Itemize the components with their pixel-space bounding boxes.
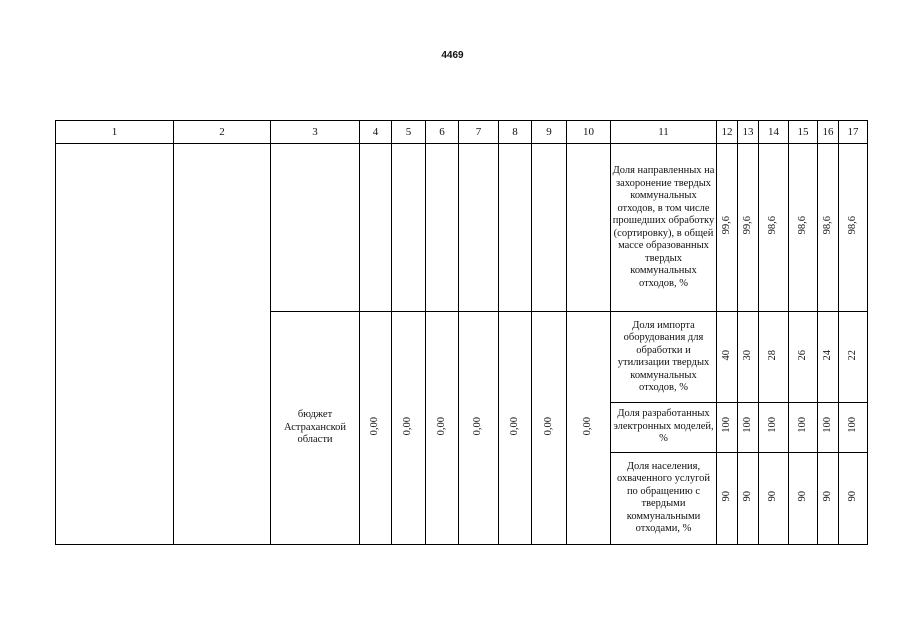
value-cell: [759, 452, 789, 544]
budget-cell: [360, 312, 392, 545]
budget-cell: [426, 312, 459, 545]
value-label: 90: [767, 490, 779, 502]
budget-cell: [532, 312, 567, 545]
value-cell: [717, 402, 738, 452]
budget-value: 0,00: [582, 416, 594, 436]
column-header: 13: [738, 121, 759, 144]
value-label: 26: [796, 349, 808, 361]
column-header: 2: [174, 121, 271, 144]
indicator-text: Доля населения, охваченного услугой по обращению с твердыми коммунальными отходами, %: [611, 452, 717, 544]
cell-col-2: [174, 144, 271, 545]
cell-empty: [532, 144, 567, 312]
value-cell: [789, 452, 818, 544]
value-cell: [738, 452, 759, 544]
budget-cell: [499, 312, 532, 545]
value-label: 100: [846, 417, 858, 433]
cell-empty: [499, 144, 532, 312]
column-header: 3: [271, 121, 360, 144]
column-header: 7: [459, 121, 499, 144]
cell-empty: [360, 144, 392, 312]
budget-value: 0,00: [508, 416, 520, 436]
indicator-text: Доля импорта оборудования для обработки и утилизации твердых коммунальных отходов, %: [611, 312, 717, 402]
value-cell: [839, 144, 868, 312]
column-header: 9: [532, 121, 567, 144]
value-label: 100: [720, 417, 732, 433]
column-header: 17: [839, 121, 868, 144]
budget-value: 0,00: [472, 416, 484, 436]
cell-empty: [392, 144, 426, 312]
column-header: 10: [567, 121, 611, 144]
value-label: 99,6: [720, 216, 732, 235]
column-header: 1: [56, 121, 174, 144]
value-cell: [818, 312, 839, 402]
column-header-row: [56, 121, 868, 144]
budget-value: 0,00: [542, 416, 554, 436]
budget-source: бюджет Астраханской области: [271, 312, 360, 545]
value-cell: [789, 312, 818, 402]
value-label: 100: [767, 417, 779, 433]
value-label: 90: [796, 490, 808, 502]
value-cell: [789, 144, 818, 312]
page-number: 4469: [441, 50, 464, 61]
table-row: [56, 144, 868, 312]
cell-col-1: [56, 144, 174, 545]
value-cell: [839, 402, 868, 452]
budget-cell: [459, 312, 499, 545]
value-cell: [717, 452, 738, 544]
value-label: 90: [741, 490, 753, 502]
value-cell: [789, 402, 818, 452]
value-cell: [738, 312, 759, 402]
column-header: 6: [426, 121, 459, 144]
indicator-text: Доля направленных на захоронение твердых коммунальных отходов, в том числе прошедших обработку (сортировку), в общей массе образованных твердых коммунальных отходов, %: [611, 144, 717, 312]
program-table: [55, 120, 868, 545]
column-header: 14: [759, 121, 789, 144]
value-label: 99,6: [741, 216, 753, 235]
budget-cell: [392, 312, 426, 545]
cell-empty: [426, 144, 459, 312]
column-header: 15: [789, 121, 818, 144]
column-header: 8: [499, 121, 532, 144]
value-cell: [818, 452, 839, 544]
column-header: 16: [818, 121, 839, 144]
value-label: 98,6: [846, 216, 858, 235]
value-cell: [818, 402, 839, 452]
indicator-text: Доля разработанных электронных моделей, %: [611, 402, 717, 452]
cell-empty: [459, 144, 499, 312]
value-cell: [818, 144, 839, 312]
value-label: 40: [720, 349, 732, 361]
value-label: 90: [720, 490, 732, 502]
column-header: 5: [392, 121, 426, 144]
value-label: 98,6: [767, 216, 779, 235]
value-label: 100: [821, 417, 833, 433]
budget-cell: [567, 312, 611, 545]
value-label: 24: [821, 349, 833, 361]
value-label: 100: [796, 417, 808, 433]
value-cell: [759, 144, 789, 312]
value-cell: [839, 452, 868, 544]
budget-value: 0,00: [435, 416, 447, 436]
budget-value: 0,00: [369, 416, 381, 436]
value-cell: [717, 312, 738, 402]
cell-empty: [567, 144, 611, 312]
value-cell: [738, 144, 759, 312]
value-cell: [839, 312, 868, 402]
value-label: 28: [767, 349, 779, 361]
value-label: 90: [821, 490, 833, 502]
value-cell: [738, 402, 759, 452]
budget-value: 0,00: [402, 416, 414, 436]
cell-col-3-empty: [271, 144, 360, 312]
value-label: 98,6: [821, 216, 833, 235]
value-cell: [759, 312, 789, 402]
value-label: 22: [846, 349, 858, 361]
column-header: 4: [360, 121, 392, 144]
value-cell: [759, 402, 789, 452]
value-cell: [717, 144, 738, 312]
value-label: 90: [846, 490, 858, 502]
value-label: 30: [741, 349, 753, 361]
value-label: 100: [741, 417, 753, 433]
value-label: 98,6: [796, 216, 808, 235]
column-header: 11: [611, 121, 717, 144]
column-header: 12: [717, 121, 738, 144]
